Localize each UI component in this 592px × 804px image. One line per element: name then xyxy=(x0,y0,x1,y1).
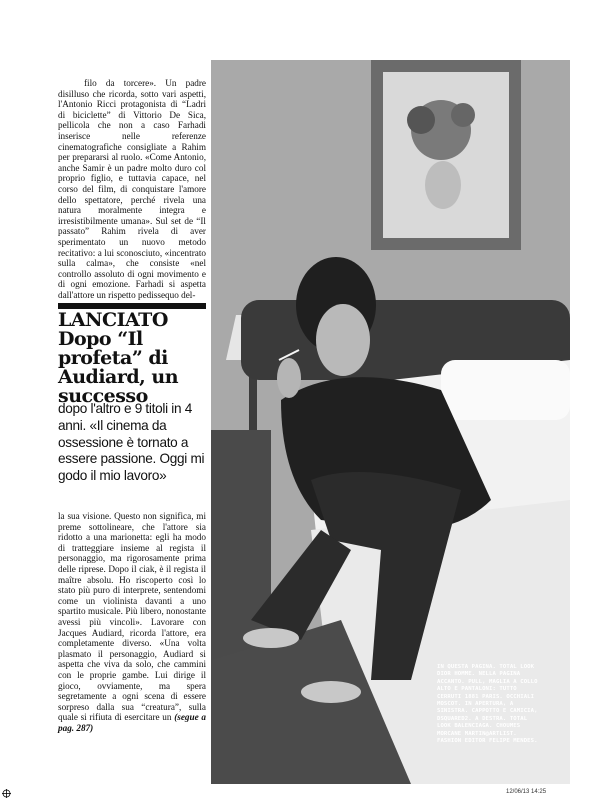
foot-right xyxy=(301,681,361,703)
pull-quote-heading: LANCIATO Dopo “Il profeta” di Audiard, un successo xyxy=(58,309,179,407)
face xyxy=(316,304,370,376)
foot-left xyxy=(243,628,299,648)
article-column-bottom xyxy=(58,511,206,733)
article-column-top xyxy=(58,78,206,300)
article-text-top: filo da torcere». Un padre disilluso che ricorda, sotto vari aspetti, l'Antonio Ricci protagonista di “Ladri di biciclette” di Vittorio De Sica, pellicola che non a caso Farhadi inserisce nelle referenze cinematografiche consigliate a Rahim per prepararsi al ruolo. «Come Antonio, anche Samir è un padre molto duro col proprio figlio, e tuttavia capace, nel corso del film, di conquistare l'amore dello spettatore, perché rivela una natura moralmente integra e irresistibilmente umana». Sul set de “Il passato” Rahim rivela di aver sperimentato un nuovo metodo recitativo: a lui sconosciuto, «incentrato sulla calma», che consiste «nel controllo assoluto di ogni movimento e di ogni emozione. Farhadi si aspetta dall'attore un rispetto pedissequo del- xyxy=(58,78,206,300)
registration-mark-icon xyxy=(2,789,11,798)
photo-caption: IN QUESTA PAGINA. TOTAL LOOK DIOR HOMME. NELLA PAGINA ACCANTO. PULL, MAGLIA A COLLO ALTO E PANTALONI: TUTTO CERRUTI 1881 PARIS. OCCHIALI MOSCOT. IN APERTURA, A SINISTRA. CAPPOTTO E CAMICIA, DSQUARED2. A DESTRA. TOTAL LOOK BALENCIAGA. CHOUMES MORCANE MARTIN@ARTLIST. FASHION EDITOR FELIPE MENDES. xyxy=(437,664,538,745)
article-text-bottom xyxy=(58,511,206,733)
article-text-bottom-body: la sua visione. Questo non significa, mi preme sottolineare, che l'attore sia ridotto a una marionetta: egli ha modo di tratteggiare insieme al regista il personaggio, ma rigorosamente prima delle riprese. Dopo il ciak, è il regista il maître absolu. Ho riscoperto così lo stato più puro di interprete, sentendomi come un violinista davanti a uno spartito musicale. Più libero, nonostante avessi più vincoli». Lavorare con Jacques Audiard, ricorda l'attore, era completamente diverso. «Una volta plasmato il personaggio, Audiard si aspetta che viva da solo, che cammini con le proprie gambe. Lui dirige il gioco, ovviamente, ma spera segretamente a ogni scena di essere sorpreso dalla sua “creatura”, sulla quale si rifiuta di esercitare un xyxy=(58,511,206,723)
nightstand xyxy=(211,430,271,660)
hand-cigarette xyxy=(277,358,301,398)
continued-reference: (segue a pag. 287) xyxy=(58,712,206,733)
pillow xyxy=(441,360,570,420)
print-footer: 12/06/13 14:25 xyxy=(506,789,547,795)
pull-quote-subhead: dopo l'altro e 9 titoli in 4 anni. «Il cinema da ossessione è tornato a essere passione. Oggi mi godo il mio lavoro» xyxy=(58,401,205,484)
